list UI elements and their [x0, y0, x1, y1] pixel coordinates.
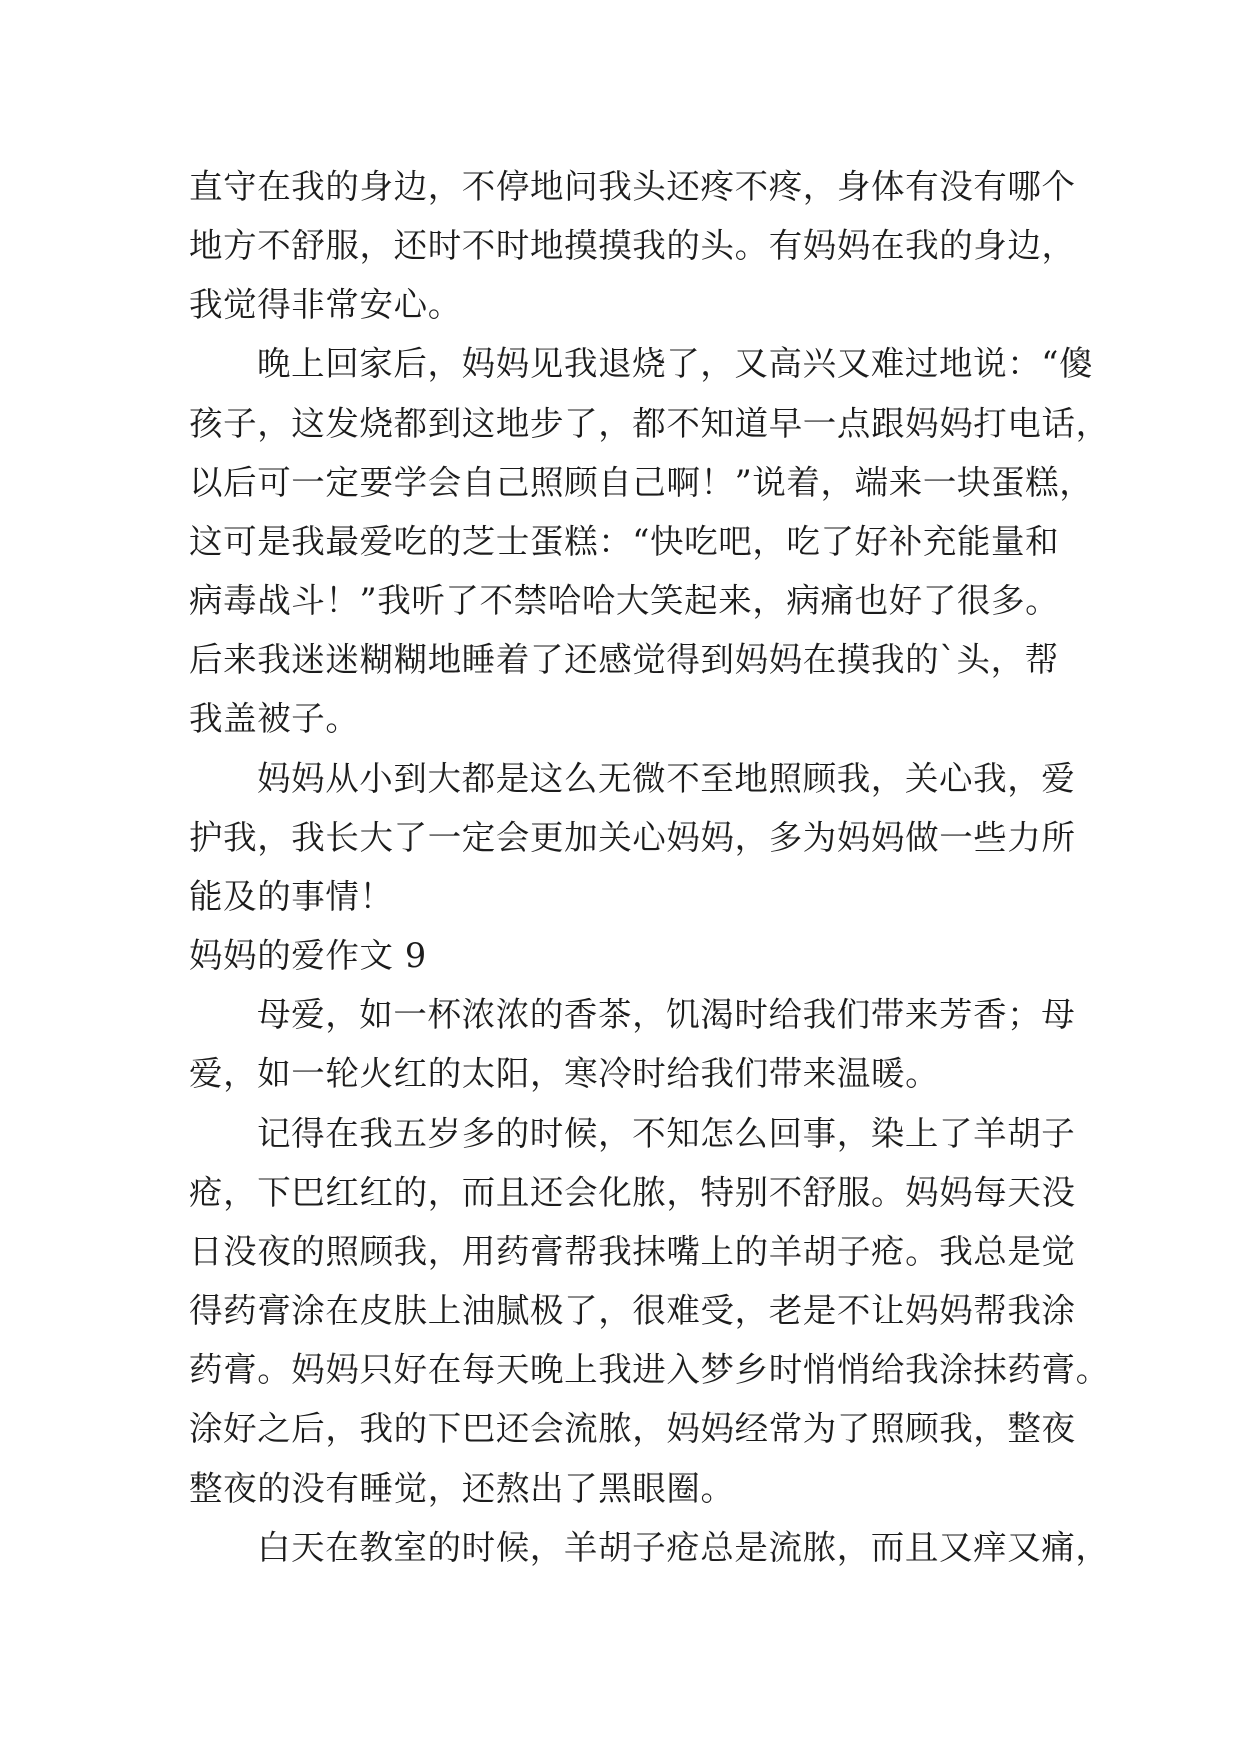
paragraph-first-line: 妈妈从小到大都是这么无微不至地照顾我，关心我，爱 — [257, 759, 1076, 798]
paragraph-first-line: 记得在我五岁多的时候，不知怎么回事，染上了羊胡子 — [257, 1114, 1076, 1153]
text-line: 后来我迷迷糊糊地睡着了还感觉得到妈妈在摸我的`头，帮 — [189, 640, 1059, 679]
text-line: 疮，下巴红红的，而且还会化脓，特别不舒服。妈妈每天没 — [189, 1173, 1076, 1212]
text-line: 整夜的没有睡觉，还熬出了黑眼圈。 — [189, 1469, 735, 1508]
text-line: 涂好之后，我的下巴还会流脓，妈妈经常为了照顾我，整夜 — [189, 1409, 1076, 1448]
text-line: 日没夜的照顾我，用药膏帮我抹嘴上的羊胡子疮。我总是觉 — [189, 1232, 1076, 1271]
text-line: 直守在我的身边，不停地问我头还疼不疼，身体有没有哪个 — [189, 167, 1076, 206]
text-line: 我觉得非常安心。 — [189, 285, 462, 324]
text-line: 孩子，这发烧都到这地步了，都不知道早一点跟妈妈打电话， — [189, 404, 1110, 443]
text-line: 这可是我最爱吃的芝士蛋糕：“快吃吧，吃了好补充能量和 — [189, 522, 1060, 561]
text-line: 以后可一定要学会自己照顾自己啊！”说着，端来一块蛋糕， — [189, 463, 1094, 502]
text-line: 爱，如一轮火红的太阳，寒冷时给我们带来温暖。 — [189, 1054, 940, 1093]
paragraph-first-line: 母爱，如一杯浓浓的香茶，饥渴时给我们带来芳香；母 — [257, 995, 1076, 1034]
text-line: 病毒战斗！”我听了不禁哈哈大笑起来，病痛也好了很多。 — [189, 581, 1060, 620]
section-heading: 妈妈的爱作文 9 — [189, 936, 427, 975]
paragraph-first-line: 白天在教室的时候，羊胡子疮总是流脓，而且又痒又痛， — [257, 1528, 1110, 1567]
text-line: 地方不舒服，还时不时地摸摸我的头。有妈妈在我的身边， — [189, 226, 1076, 265]
text-line: 我盖被子。 — [189, 699, 360, 738]
text-line: 能及的事情！ — [189, 877, 394, 916]
text-line: 护我，我长大了一定会更加关心妈妈，多为妈妈做一些力所 — [189, 818, 1076, 857]
text-line: 得药膏涂在皮肤上油腻极了，很难受，老是不让妈妈帮我涂 — [189, 1291, 1076, 1330]
paragraph-first-line: 晚上回家后，妈妈见我退烧了，又高兴又难过地说：“傻 — [257, 344, 1094, 383]
text-line: 药膏。妈妈只好在每天晚上我进入梦乡时悄悄给我涂抹药膏。 — [189, 1350, 1110, 1389]
